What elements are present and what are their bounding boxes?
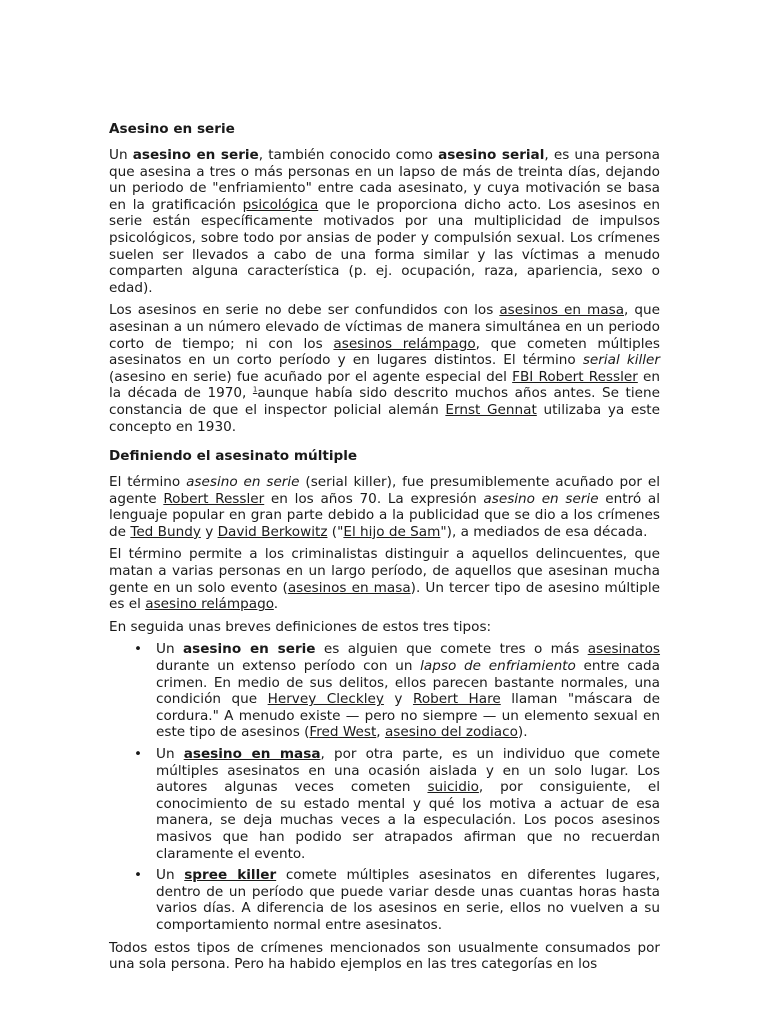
- text: Un: [109, 147, 133, 163]
- text: , también conocido como: [258, 147, 439, 163]
- text: ). Un tercer tipo de asesino múltiple es el: [109, 579, 660, 613]
- text: ).: [517, 724, 528, 741]
- link-psicologica[interactable]: psicológica: [242, 196, 319, 213]
- link-asesino-relampago[interactable]: asesino relámpago: [145, 596, 274, 613]
- link-fbi-robert-ressler[interactable]: FBI Robert Ressler: [512, 368, 638, 385]
- text: "), a mediados de esa década.: [440, 523, 648, 540]
- list-item-asesino-en-masa: [156, 746, 660, 862]
- link-asesino-en-masa[interactable]: asesino en masa: [183, 746, 321, 762]
- text: Un: [156, 867, 185, 884]
- text: durante un extenso período con un: [156, 658, 421, 675]
- paragraph-distinction: [109, 302, 660, 435]
- link-robert-hare[interactable]: Robert Hare: [412, 691, 501, 708]
- link-asesino-del-zodiaco[interactable]: asesino del zodiaco: [384, 724, 518, 741]
- document-page: [109, 120, 660, 979]
- text: en la década de 1970,: [109, 368, 660, 402]
- link-asesinatos[interactable]: asesinatos: [587, 641, 661, 658]
- text: El término: [109, 474, 187, 491]
- list-item-asesino-en-serie: [156, 641, 660, 741]
- text: que le proporciona dicho acto. Los asesinos en serie están específicamente motivados por una multiplicidad de impulsos psicológicos, sobre todo por ansias de poder y compulsión sexual. Los crímenes suelen ser llevados a cabo de una forma similar y las víctimas a menudo comparten alguna característica (p. ej. ocupación, raza, apariencia, sexo o edad).: [109, 196, 660, 296]
- section-title-asesino-en-serie: Asesino en serie: [109, 121, 235, 137]
- paragraph-intro: [109, 147, 660, 296]
- text: , que asesinan a un número elevado de víctimas de manera simultánea en un periodo corto de tiempo; ni con los: [109, 302, 660, 352]
- text: Un: [156, 746, 184, 762]
- term-bold: asesino en serie: [132, 147, 259, 163]
- text: .: [273, 596, 279, 613]
- text: , por consiguiente, el conocimiento de su estado mental y qué los motiva a actuar de esa manera, se deja muchas veces a la especulación. Los pocos asesinos masivos que han podido ser atrapados afirman que no recuerdan claramente el evento.: [156, 779, 660, 862]
- text: Los asesinos en serie no debe ser confundidos con los: [109, 302, 500, 319]
- term-bold: asesino en serie: [182, 641, 316, 658]
- text: en los años 70. La expresión: [264, 490, 484, 507]
- link-asesinos-en-masa[interactable]: asesinos en masa: [287, 579, 411, 596]
- text: entró al lenguaje popular en gran parte debido a la publicidad que se dio a los crímenes de: [109, 490, 660, 540]
- text: El término permite a los criminalistas distinguir a aquellos delincuentes, que matan a varias personas en un largo período, de aquellos que asesinan mucha gente en un solo evento (: [109, 546, 660, 596]
- text: , es una persona que asesina a tres o más personas en un lapso de más de treinta días, dejando un periodo de "enfriamiento" entre cada asesinato, y cuya motivación se basa en la gratificación: [109, 147, 660, 213]
- text: (": [327, 523, 344, 540]
- text: Un: [156, 641, 183, 658]
- section-title-definiendo: Definiendo el asesinato múltiple: [109, 448, 358, 465]
- link-hervey-cleckley[interactable]: Hervey Cleckley: [267, 691, 384, 708]
- paragraph-termino: [109, 474, 660, 540]
- link-ernst-gennat[interactable]: Ernst Gennat: [445, 401, 537, 418]
- text: y: [200, 523, 218, 540]
- text: es alguien que comete tres o más: [315, 641, 588, 658]
- text: comete múltiples asesinatos en diferentes lugares, dentro de un período que puede variar desde unas cuantas horas hasta varios días. A diferencia de los asesinos en serie, ellos no vuelven a su comportamiento normal entre asesinatos.: [156, 867, 661, 933]
- text: entre cada crimen. En medio de sus delitos, ellos parecen bastante normales, una condición que: [156, 658, 660, 708]
- link-asesinos-en-masa[interactable]: asesinos en masa: [499, 302, 625, 319]
- term-italic: lapso de enfriamiento: [420, 658, 576, 675]
- paragraph-criminalistas: [109, 546, 660, 612]
- link-robert-ressler[interactable]: Robert Ressler: [163, 490, 265, 507]
- text: (serial killer), fue presumiblemente acuñado por el agente: [109, 474, 660, 507]
- list-item-spree-killer: [156, 867, 660, 933]
- term-italic: serial killer: [582, 352, 660, 369]
- link-fred-west[interactable]: Fred West: [309, 724, 377, 741]
- link-suicidio[interactable]: suicidio: [427, 779, 479, 796]
- term-italic: asesino en serie: [186, 474, 300, 491]
- text: y: [383, 691, 413, 708]
- link-el-hijo-de-sam[interactable]: El hijo de Sam: [343, 523, 441, 540]
- text: (asesino en serie) fue acuñado por el agente especial del: [109, 368, 513, 385]
- definitions-list: [109, 641, 660, 933]
- text: ,: [376, 724, 385, 741]
- text: llaman "máscara de cordura." A menudo existe — pero no siempre — un elemento sexual en este tipo de asesinos (: [156, 691, 660, 741]
- link-david-berkowitz[interactable]: David Berkowitz: [217, 523, 328, 540]
- text: , por otra parte, es un individuo que comete múltiples asesinatos en una ocasión aislada y en un solo lugar. Los autores algunas veces cometen: [156, 746, 660, 796]
- footnote-link[interactable]: 1: [252, 385, 258, 394]
- text: , que cometen múltiples asesinatos en un corto período y en lugares distintos. El término: [109, 335, 660, 369]
- paragraph-definiciones-intro: En seguida unas breves definiciones de estos tres tipos:: [109, 618, 492, 635]
- link-spree-killer[interactable]: spree killer: [184, 867, 277, 884]
- paragraph-closing: Todos estos tipos de crímenes mencionados son usualmente consumados por una sola persona. Pero ha habido ejemplos en las tres categorías en los: [109, 939, 660, 973]
- link-asesinos-relampago[interactable]: asesinos relámpago: [333, 335, 476, 352]
- link-ted-bundy[interactable]: Ted Bundy: [130, 523, 201, 540]
- term-bold: asesino serial: [438, 147, 545, 163]
- text: aunque había sido descrito muchos años antes. Se tiene constancia de que el inspector policial alemán: [109, 385, 660, 418]
- text: utilizaba ya este concepto en 1930.: [109, 401, 660, 435]
- term-italic: asesino en serie: [483, 490, 599, 507]
